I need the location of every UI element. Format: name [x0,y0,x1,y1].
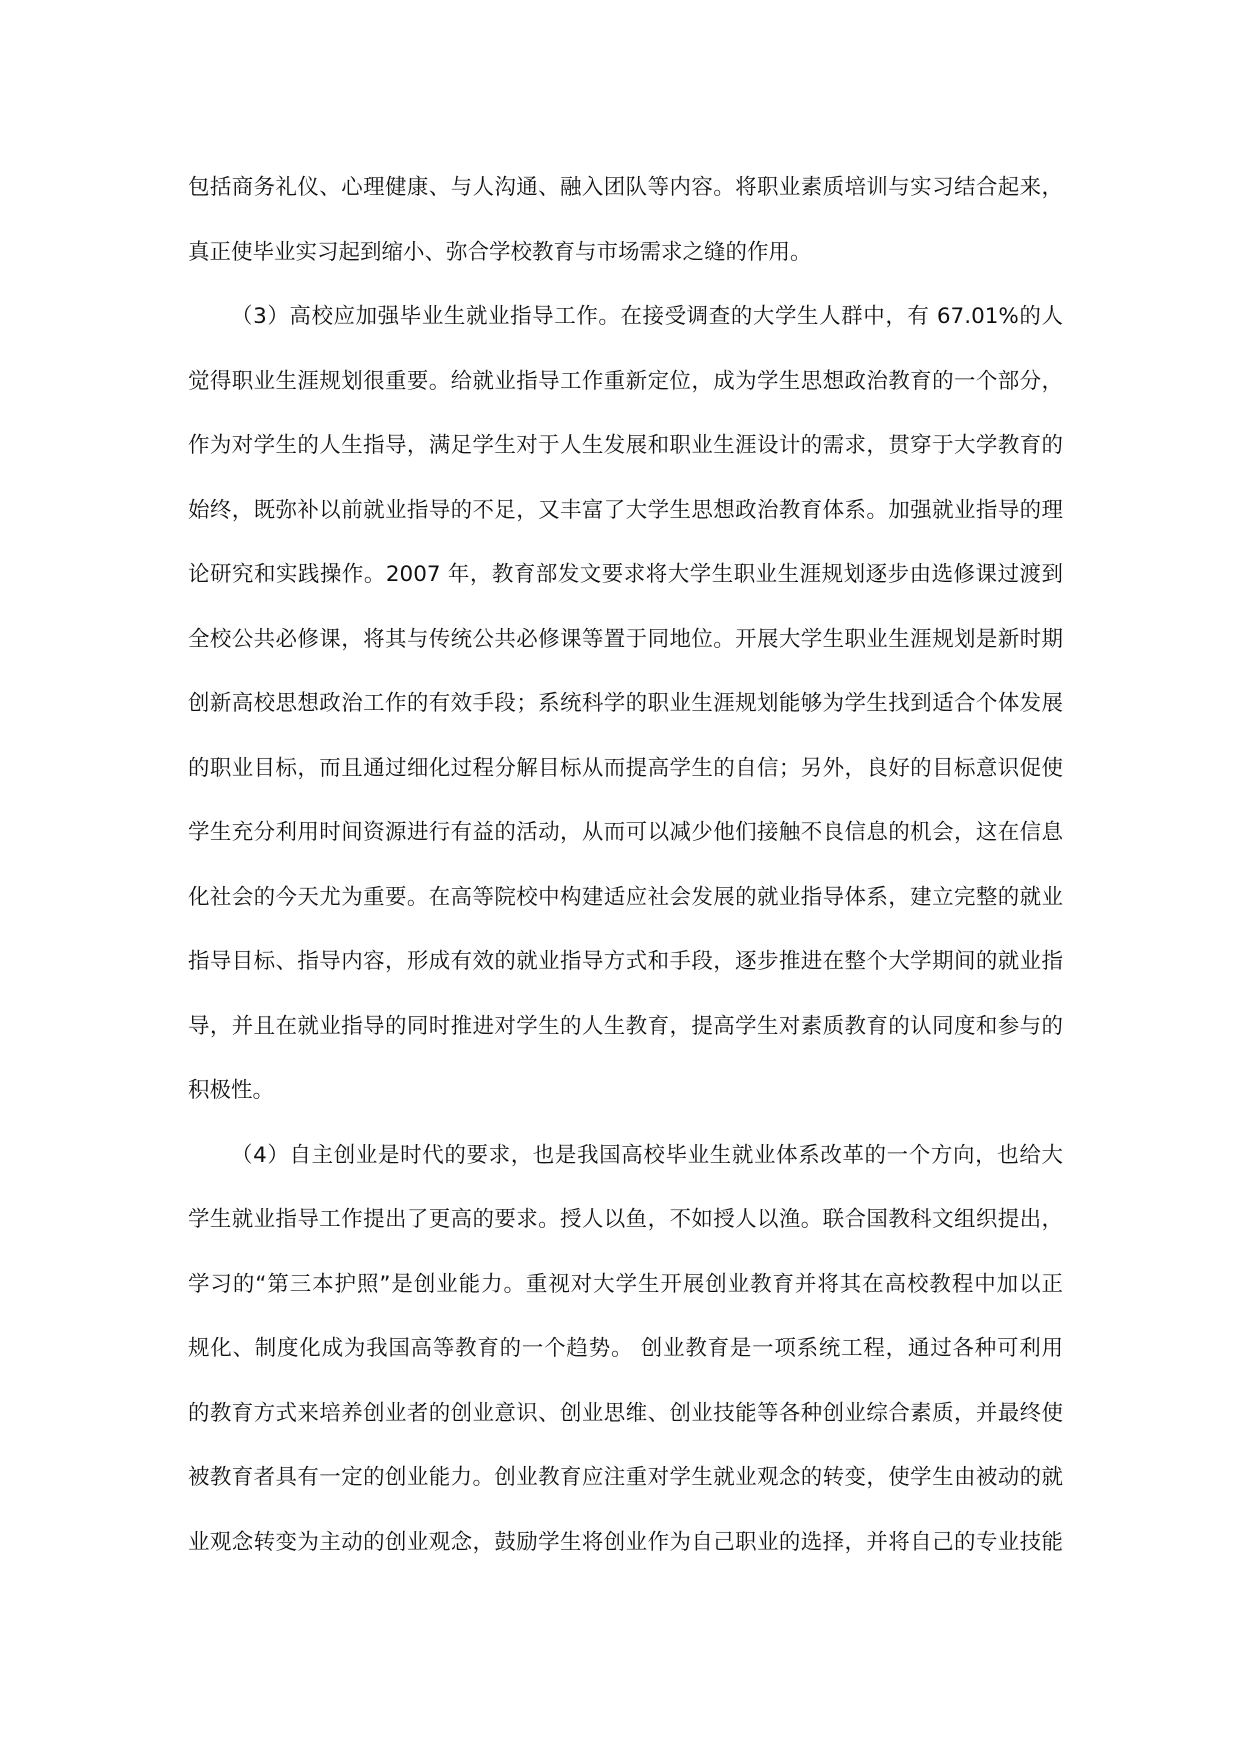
text-line: 觉得职业生涯规划很重要。给就业指导工作重新定位，成为学生思想政治教育的一个部分， [188,368,1063,394]
text-line: 始终，既弥补以前就业指导的不足，又丰富了大学生思想政治教育体系。加强就业指导的理 [188,497,1063,523]
text-line: 学生就业指导工作提出了更高的要求。授人以鱼，不如授人以渔。联合国教科文组织提出， [188,1207,1063,1232]
text-line: 被教育者具有一定的创业能力。创业教育应注重对学生就业观念的转变，使学生由被动的就 [188,1465,1063,1490]
paragraph-3 [188,297,1063,1136]
text-line: 包括商务礼仪、心理健康、与人沟通、融入团队等内容。将职业素质培训与实习结合起来， [188,175,1063,200]
text-line: 业观念转变为主动的创业观念，鼓励学生将创业作为自己职业的选择，并将自己的专业技能 [188,1529,1063,1555]
paragraph-continued [188,168,1063,297]
text-line: （4）自主创业是时代的要求，也是我国高校毕业生就业体系改革的一个方向，也给大 [231,1142,1063,1168]
text-line: 论研究和实践操作。2007 年，教育部发文要求将大学生职业生涯规划逐步由选修课过渡到 [188,562,1063,587]
text-line: 的教育方式来培养创业者的创业意识、创业思维、创业技能等各种创业综合素质，并最终使 [188,1400,1063,1426]
text-line: 学生充分利用时间资源进行有益的活动，从而可以减少他们接触不良信息的机会，这在信息 [188,820,1063,845]
text-line: （3）高校应加强毕业生就业指导工作。在接受调查的大学生人群中，有 67.01%的人 [231,304,1063,329]
text-line: 规化、制度化成为我国高等教育的一个趋势。 创业教育是一项系统工程，通过各种可利用 [188,1336,1063,1361]
text-line: 化社会的今天尤为重要。在高等院校中构建适应社会发展的就业指导体系，建立完整的就业 [188,884,1063,910]
text-line: 真正使毕业实习起到缩小、弥合学校教育与市场需求之缝的作用。 [188,239,812,265]
text-line: 创新高校思想政治工作的有效手段；系统科学的职业生涯规划能够为学生找到适合个体发展 [188,691,1063,716]
text-line: 导，并且在就业指导的同时推进对学生的人生教育，提高学生对素质教育的认同度和参与的 [188,1013,1063,1039]
text-line: 指导目标、指导内容，形成有效的就业指导方式和手段，逐步推进在整个大学期间的就业指 [188,949,1063,974]
text-line: 学习的“第三本护照”是创业能力。重视对大学生开展创业教育并将其在高校教程中加以正 [188,1271,1063,1297]
body-text [188,168,1063,1587]
text-line: 作为对学生的人生指导，满足学生对于人生发展和职业生涯设计的需求，贯穿于大学教育的 [188,433,1063,458]
text-line: 全校公共必修课，将其与传统公共必修课等置于同地位。开展大学生职业生涯规划是新时期 [188,626,1063,652]
text-line: 积极性。 [188,1078,275,1103]
paragraph-4 [188,1136,1063,1588]
text-line: 的职业目标，而且通过细化过程分解目标从而提高学生的自信；另外，良好的目标意识促使 [188,755,1063,781]
